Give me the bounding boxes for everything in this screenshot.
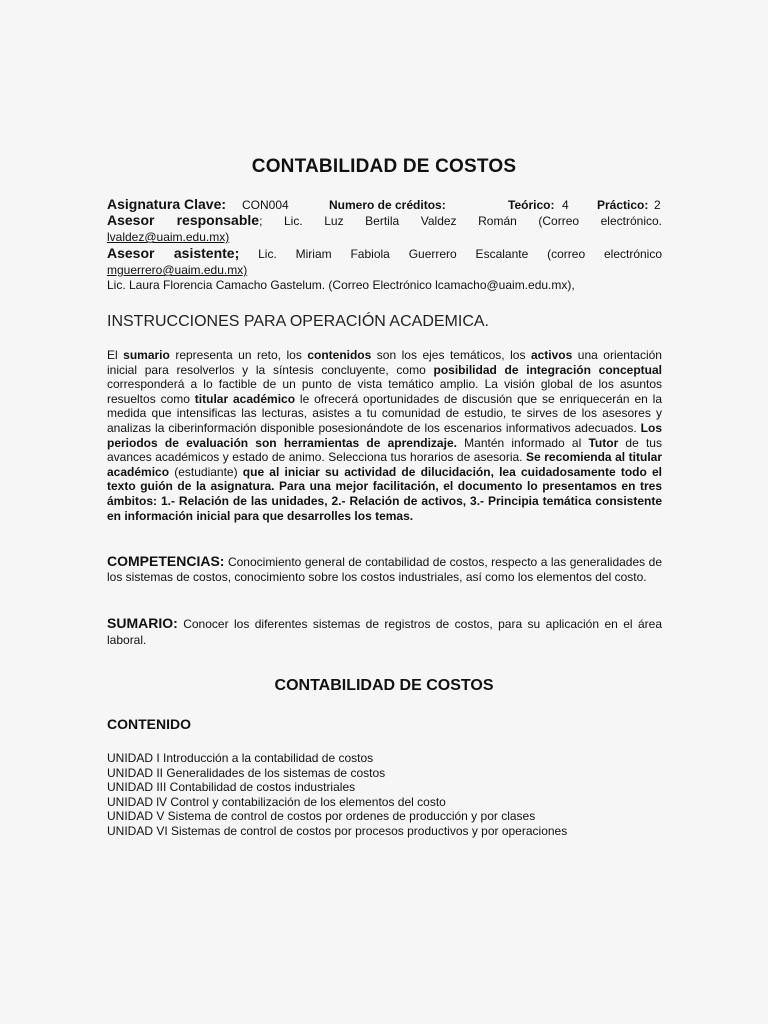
bold-run: activos: [530, 348, 573, 362]
asesor-asistente-line: [107, 246, 662, 262]
text-run: son los ejes temáticos, los: [371, 348, 531, 362]
text-run: una orientación inicial para resolverlos y la síntesis concluyente, como: [107, 348, 662, 377]
asistente-text: Lic. Miriam Fabiola Guerrero Escalante (correo electrónico: [239, 247, 663, 261]
practico-label: Práctico:: [597, 198, 649, 212]
asesor-email-link[interactable]: lvaldez@uaim.edu.mx): [107, 230, 230, 244]
list-item: UNIDAD I Introducción a la contabilidad de costos: [107, 751, 374, 765]
asesor-separator: ;: [259, 214, 263, 228]
practico-value: 2: [654, 198, 661, 212]
sumario-section: [107, 615, 662, 648]
bold-run: Se recomienda al titular académico: [107, 450, 662, 479]
text-run: (estudiante): [169, 464, 243, 479]
bold-run: posibilidad de integración conceptual: [433, 362, 662, 377]
sumario-label: SUMARIO:: [107, 615, 178, 631]
asignatura-label: Asignatura Clave:: [107, 196, 227, 212]
asistente-email-link[interactable]: mguerrero@uaim.edu.mx): [107, 263, 248, 277]
asesor-email-line: [107, 230, 662, 245]
teorico-value: 4: [562, 198, 569, 212]
list-item: UNIDAD VI Sistemas de control de costos por procesos productivos y por operaciones: [107, 823, 568, 838]
bold-run: titular académico: [194, 391, 296, 406]
instrucciones-heading: INSTRUCCIONES PARA OPERACIÓN ACADEMICA.: [107, 313, 489, 330]
unidades-list: [107, 751, 662, 839]
asesor-label: Asesor responsable: [107, 212, 260, 228]
instrucciones-paragraph: [107, 348, 662, 523]
creditos-label: Numero de créditos:: [329, 198, 446, 212]
list-item: UNIDAD II Generalidades de los sistemas de costos: [107, 765, 386, 780]
bold-run: Tutor: [588, 435, 619, 450]
list-item: UNIDAD III Contabilidad de costos industriales: [107, 780, 356, 795]
bold-run: que al iniciar su actividad de dilucidación, lea cuidadosamente todo el texto guión de la asignatura. Para una mejor facilitación, el documento lo presentamos en tres ámbitos: 1.- Relación de las unidades, 2.- Relación de activos, 3.- Principia temática consistente en información inicial para que desarrolles los temas.: [107, 464, 662, 523]
text-run: representa un reto, los: [169, 348, 308, 362]
bold-run: contenidos: [307, 348, 372, 362]
text-run: de tus avances académicos y estado de animo. Selecciona tus horarios de asesoria.: [107, 435, 662, 465]
list-item: UNIDAD lV Control y contabilización de los elementos del costo: [107, 794, 446, 809]
text-run: le ofrecerá oportunidades de discusión que se enriquecerán en la medida que intensificas las lecturas, asistes a tu comunidad de estudio, te sirves de los asesores y analizas la ciberinformación disponible posesionándote de los escenarios informativos adecuados.: [107, 391, 663, 435]
teorico-label: Teórico:: [508, 198, 555, 212]
tercer-asesor-line: Lic. Laura Florencia Camacho Gastelum. (Correo Electrónico lcamacho@uaim.edu.mx),: [107, 278, 575, 292]
subject-info-row: [107, 196, 662, 213]
competencias-label: COMPETENCIAS:: [107, 553, 225, 569]
bold-run: Los periodos de evaluación son herramientas de aprendizaje.: [107, 420, 662, 450]
competencias-text: Conocimiento general de contabilidad de costos, respecto a las generalidades de los sistemas de costos, conocimiento sobre los costos industriales, así como los elementos del costo.: [107, 555, 662, 584]
asignatura-value: CON004: [242, 198, 289, 212]
asesor-responsable-line: [107, 213, 662, 229]
document-title: CONTABILIDAD DE COSTOS: [251, 156, 517, 177]
text-run: El: [107, 348, 124, 362]
asesor-text: Lic. Luz Bertila Valdez Román (Correo electrónico.: [262, 214, 662, 228]
text-run: corresponderá a lo factible de un punto de vista temático amplio. La visión global de los asuntos resueltos como: [107, 377, 662, 406]
section-subtitle: CONTABILIDAD DE COSTOS: [274, 677, 494, 694]
bold-run: sumario: [123, 348, 170, 362]
asistente-label: Asesor asistente;: [107, 245, 240, 261]
sumario-text: Conocer los diferentes sistemas de registros de costos, para su aplicación en el área laboral.: [107, 617, 662, 647]
competencias-section: [107, 554, 662, 584]
text-run: Mantén informado al: [456, 435, 589, 450]
asistente-email-line: [107, 263, 662, 278]
contenido-heading: CONTENIDO: [107, 716, 191, 732]
list-item: UNIDAD V Sistema de control de costos por ordenes de producción y por clases: [107, 809, 536, 824]
